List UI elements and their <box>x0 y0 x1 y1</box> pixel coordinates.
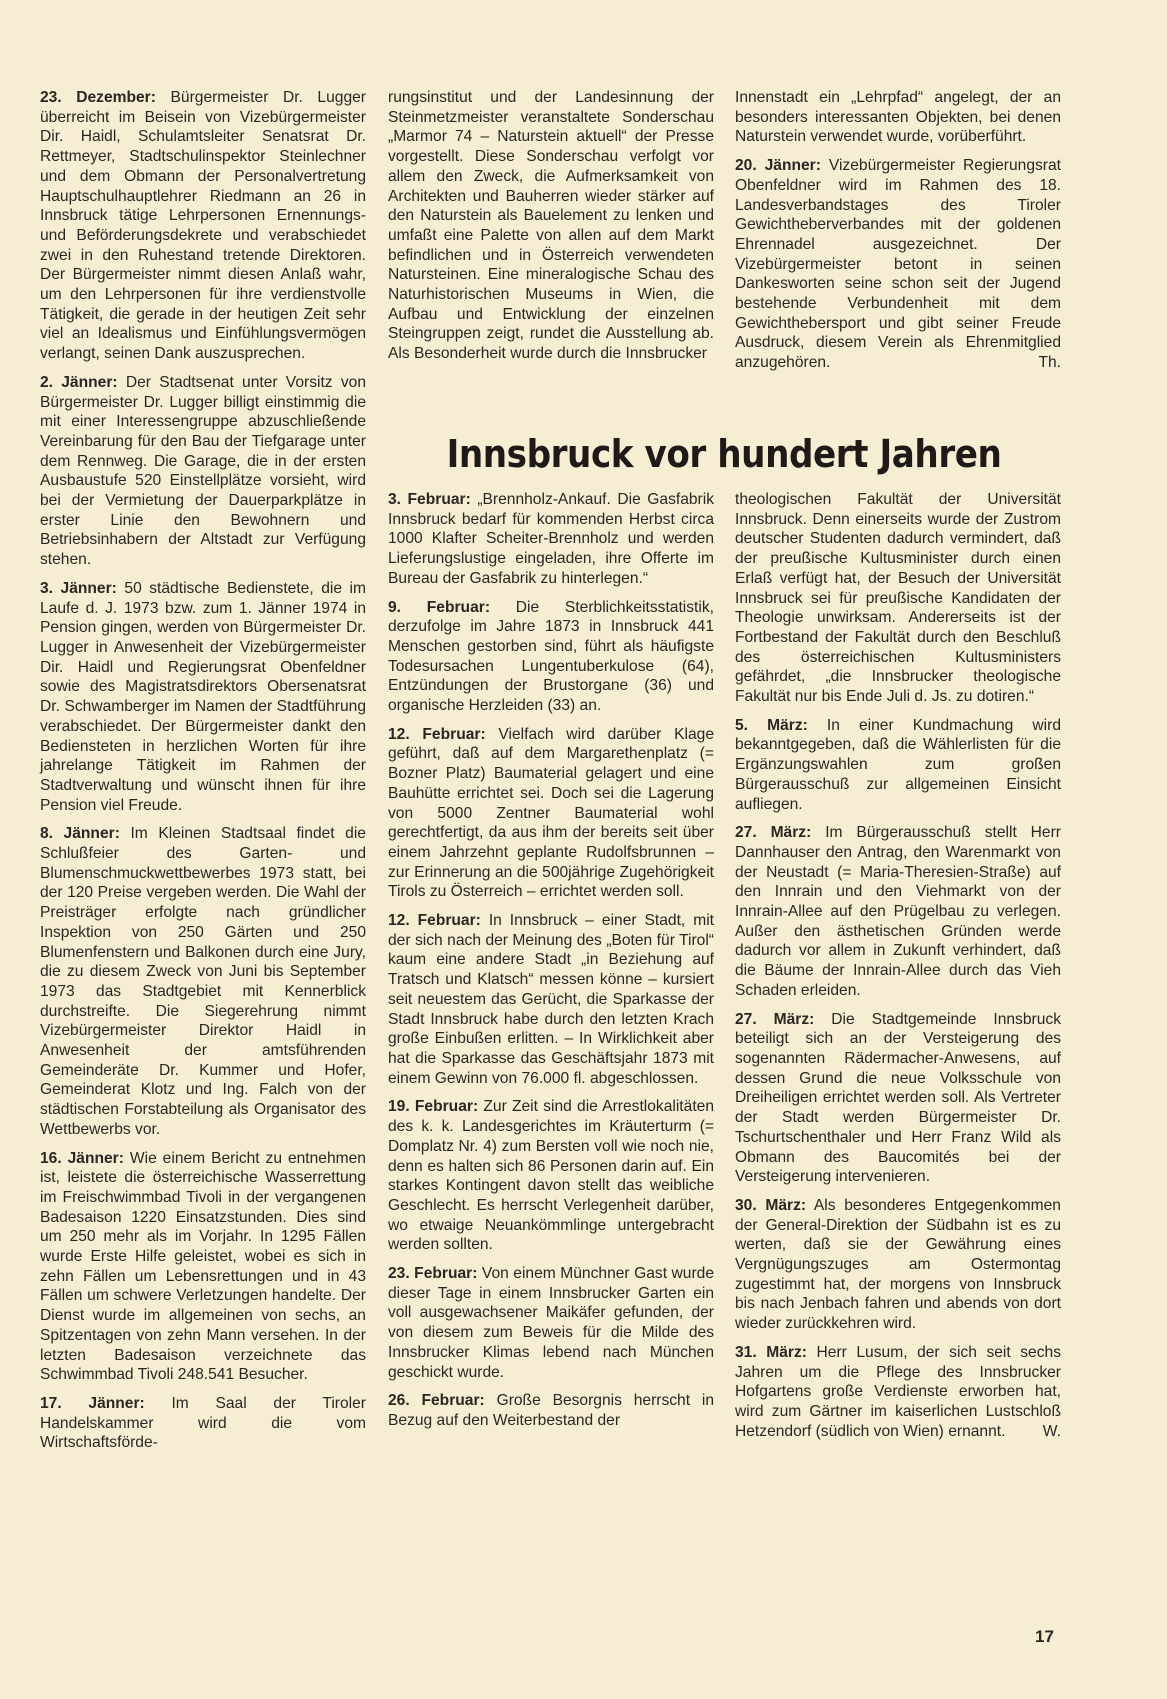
entry-text: In einer Kundmachung wird bekanntgegeben, daß die Wählerlisten für die Ergänzungswahlen zum großen Bürgerausschuß zur allgemeinen Einsicht aufliegen. <box>735 716 1061 813</box>
entry-text: 50 städtische Bedienstete, die im Laufe d. J. 1973 bzw. zum 1. Jänner 1974 in Pension gingen, werden von Bürgermeister Dr. Lugger in Anwesenheit der Vizebürgermeister Dir. Haidl und Regierungsrat Obenfeldner sowie des Magistratsdirektors Obersenatsrat Dr. Schwamberger im Namen der Stadtführung verabschiedet. Der Bürgermeister dankt den Bediensteten in herzlichen Worten für ihre jahrelange Tätigkeit im Rahmen der Stadtverwaltung und wünscht ihnen für ihre Pension viel Freude. <box>40 579 366 814</box>
entry-text: Im Saal der Tiroler Handelskammer wird die vom Wirtschaftsförde- <box>40 1395 366 1452</box>
entry-date: 20. Jänner: <box>735 157 821 175</box>
entry-text: „Brennholz-Ankauf. Die Gasfabrik Innsbruck bedarf für kommenden Herbst circa 1000 Klafter Scheiter-Brennholz und werden Lieferungslustige eingeladen, ihre Offerte im Bureau der Gasfabrik zu hinterlegen.“ <box>388 491 714 587</box>
chronicle-entry <box>388 598 714 716</box>
entry-date: 3. Februar: <box>388 491 471 508</box>
entry-text: theologischen Fakultät der Universität Innsbruck. Denn einerseits wurde der Zustrom deutscher Studenten dadurch vermindert, daß der preußische Kultusminister durch einen Erlaß verfügt hat, der Besuch der Universität Innsbruck sei für preußische Kandidaten der Theologie unwirksam. Andererseits ist der Fortbestand der Fakultät durch den Beschluß des österreichischen Kultusministers gefährdet, „die Innsbrucker theologische Fakultät nur bis Ende Juli d. Js. zu dotiren.“ <box>735 491 1061 706</box>
entry-text: Herr Lusum, der sich seit sechs Jahren um die Pflege des Innsbrucker Hofgartens große Verdienste erworben hat, wird zum Gärtner im kaiserlichen Lustschloß Hetzendorf (südlich von Wien) ernannt. <box>735 1343 1061 1440</box>
chronicle-entry <box>735 88 1061 147</box>
chronicle-entry <box>388 911 714 1088</box>
page-number: 17 <box>1035 1627 1054 1646</box>
entry-date: 19. Februar: <box>388 1098 479 1116</box>
entry-date: 23. Dezember: <box>40 89 156 106</box>
entry-date: 12. Februar: <box>388 912 481 930</box>
chronicle-entry <box>735 490 1061 707</box>
entry-date: 26. Februar: <box>388 1392 485 1410</box>
entry-date: 8. Jänner: <box>40 825 120 843</box>
entry-date: 16. Jänner: <box>40 1149 124 1167</box>
entry-date: 9. Februar: <box>388 598 491 616</box>
column-middle-top <box>388 88 714 373</box>
chronicle-entry <box>735 1196 1061 1334</box>
entry-text: In Innsbruck – einer Stadt, mit der sich nach der Meinung des „Boten für Tirol“ kaum eine andere Stadt „in Beziehung auf Tratsch und Klatsch“ messen könne – kursiert seit neuestem das Gerücht, die Sparkasse der Stadt Innsbruck habe durch den letzten Krach große Einbußen erlitten. – In Wirklichkeit aber hat die Sparkasse das Geschäftsjahr 1873 mit einem Gewinn von 76.000 fl. abgeschlossen. <box>388 912 714 1087</box>
entry-date: 3. Jänner: <box>40 579 117 597</box>
entry-text: Vielfach wird darüber Klage geführt, daß auf dem Margarethenplatz (= Bozner Platz) Baumaterial gelagert und eine Bauhütte errichtet sei. Doch sei die Lagerung von 5000 Zentner Baumaterial wohl gerechtfertigt, da aus ihm der bereits seit über einem Jahrzehnt geplante Rudolfsbrunnen – zur Erinnerung an die 500jährige Zugehörigkeit Tirols zu Österreich – errichtet werden soll. <box>388 725 714 901</box>
entry-text: Im Bürgerausschuß stellt Herr Dannhauser den Antrag, den Warenmarkt von der Neustadt (= Maria-Theresien-Straße) auf den Innrain und den Viehmarkt von der Innrain-Allee auf den Prügelbau zu verlegen. Außer den ästhetischen Gründen werde dadurch vor allem in Zukunft verhindert, daß die Bäume der Innrain-Allee durch das Vieh Schaden erleiden. <box>735 824 1061 999</box>
entry-text: Als besonderes Entgegenkommen der General-Direktion der Südbahn ist es zu werten, daß sie der Gewährung eines Vergnügungszuges am Ostermontag zugestimmt hat, der morgens von Innsbruck bis nach Jenbach fahren und abends von dort wieder zurückkehren wird. <box>735 1196 1061 1333</box>
section-title: Innsbruck vor hundert Jahren <box>446 432 1002 476</box>
entry-text: Die Stadtgemeinde Innsbruck beteiligt sich an der Versteigerung des sogenannten Rädermacher-Anwesens, auf dessen Grund die neue Volksschule von Dreiheiligen errichtet werden soll. Als Vertreter der Stadt werden Bürgermeister Dr. Tschurtschenthaler und Herr Franz Wild als Obmann des Baucomités bei der Versteigerung intervenieren. <box>735 1010 1061 1186</box>
entry-date: 31. März: <box>735 1343 807 1361</box>
chronicle-entry <box>40 579 366 815</box>
chronicle-entry <box>735 716 1061 815</box>
entry-text: Im Kleinen Stadtsaal findet die Schlußfeier des Garten- und Blumenschmuckwettbewerbes 1973 statt, bei der 120 Preise vergeben werden. Die Wahl der Preisträger erfolgte nach gründlicher Inspektion von 250 Gärten und 250 Blumenfenstern und Balkonen durch eine Jury, die zu diesem Zweck von Juni bis September 1973 das Stadtgebiet mit Kennerblick durchstreifte. Die Siegerehrung nimmt Vizebürgermeister Direktor Haidl in Anwesenheit der amtsführenden Gemeinderäte Dr. Kummer und Hofer, Gemeinderat Klotz und Ing. Falch von der städtischen Forstabteilung als Organisator des Wettbewerbs vor. <box>40 825 366 1138</box>
chronicle-entry <box>388 725 714 902</box>
entry-text: Zur Zeit sind die Arrestlokalitäten des k. k. Landesgerichtes im Kräuterturm (= Domplatz Nr. 4) zum Bersten voll wie noch nie, denn es halten sich 86 Personen darin auf. Ein starkes Kontingent davon stellt das weibliche Geschlecht. Es herrscht Verlegenheit darüber, wo etwaige Neuankömmlinge untergebracht werden sollten. <box>388 1098 714 1254</box>
entry-text: Der Stadtsenat unter Vorsitz von Bürgermeister Dr. Lugger billigt einstimmig die mit einer Interessengruppe abzuschließende Vereinbarung für den Bau der Tiefgarage unter dem Rennweg. Die Garage, die in der ersten Ausbaustufe 520 Einstellplätze vorsieht, wird bei der Vermietung der Dauerparkplätze in erster Linie den Bewohnern und Betriebsinhabern der Altstadt zur Verfügung stehen. <box>40 373 366 569</box>
entry-date: 27. März: <box>735 824 812 842</box>
entry-date: 5. März: <box>735 716 808 734</box>
author-initials: Th. <box>1038 354 1061 372</box>
chronicle-entry <box>735 156 1061 373</box>
entry-text: rungsinstitut und der Landesinnung der Steinmetzmeister veranstaltete Sonderschau „Marmor 74 – Naturstein aktuell“ der Presse vorgestellt. Diese Sonderschau verfolgt vor allem den Zweck, die Aufmerksamkeit von Architekten und Bauherren wieder stärker auf den Naturstein als Bauelement zu lenken und umfaßt eine Palette von allen auf dem Markt befindlichen und in Österreich verwendeten Natursteinen. Eine mineralogische Schau des Naturhistorischen Museums in Wien, die Aufbau und Entwicklung der einzelnen Steingruppen zeigt, rundet die Ausstellung ab. Als Besonderheit wurde durch die Innsbrucker <box>388 89 714 363</box>
chronicle-entry <box>735 823 1061 1000</box>
entry-date: 2. Jänner: <box>40 373 118 391</box>
chronicle-entry <box>40 1394 366 1453</box>
entry-text: Von einem Münchner Gast wurde dieser Tage in einem Innsbrucker Garten ein voll ausgewachsener Maikäfer gefunden, der von diesem zum Beweis für die Milde des Innsbrucker Klimas lebend nach München geschickt wurde. <box>388 1265 714 1381</box>
entry-date: 27. März: <box>735 1010 815 1028</box>
chronicle-entry <box>388 1391 714 1430</box>
chronicle-entry <box>735 1010 1061 1187</box>
column-middle-bottom <box>388 490 714 1440</box>
entry-text: Große Besorgnis herrscht in Bezug auf den Weiterbestand der <box>388 1392 714 1429</box>
chronicle-entry <box>40 1149 366 1385</box>
chronicle-entry <box>388 1097 714 1255</box>
entry-text: Innenstadt ein „Lehrpfad“ angelegt, der an besonders interessanten Objekten, bei denen Naturstein verwendet wurde, vorüberführt. <box>735 89 1061 146</box>
entry-text: Die Sterblichkeitsstatistik, derzufolge im Jahre 1873 in Innsbruck 441 Menschen gestorben sind, führt als häufigste Todesursachen Lungentuberkulose (64), Entzündungen der Brustorgane (36) und organische Herzleiden (33) an. <box>388 598 714 715</box>
entry-text: Bürgermeister Dr. Lugger überreicht im Beisein von Vizebürgermeister Dir. Haidl, Schulamtsleiter Senatsrat Dr. Rettmeyer, Stadtschulinspektor Steinlechner und dem Obmann der Personalvertretung Hauptschulhauptlehrer Riedmann an 26 in Innsbruck tätige Lehrpersonen Ernennungs- und Beförderungsdekrete und verabschiedet zwei in den Ruhestand tretende Direktoren. Der Bürgermeister nimmt diesen Anlaß wahr, um den Lehrpersonen für ihre verdienstvolle Tätigkeit, die gerade in der heutigen Zeit sehr viel an Idealismus und Einfühlungsvermögen verlangt, seinen Dank auszusprechen. <box>40 89 366 363</box>
chronicle-entry <box>40 824 366 1139</box>
chronicle-entry <box>40 88 366 364</box>
chronicle-entry <box>388 490 714 589</box>
chronicle-entry <box>40 373 366 570</box>
column-right-bottom <box>735 490 1061 1450</box>
entry-text: Wie einem Bericht zu entnehmen ist, leistete die österreichische Wasserrettung im Freischwimmbad Tivoli in der vergangenen Badesaison 1220 Einsatzstunden. Dies sind um 250 mehr als im Vorjahr. In 1295 Fällen wurde Erste Hilfe geleistet, wobei es sich in zehn Fällen um Lebensrettungen und in 43 Fällen um schwere Verletzungen handelte. Der Dienst wurde im allgemeinen von sechs, an Spitzentagen von zehn Mann versehen. In der letzten Badesaison verzeichnete das Schwimmbad Tivoli 248.541 Besucher. <box>40 1149 366 1384</box>
chronicle-entry <box>388 88 714 364</box>
entry-date: 30. März: <box>735 1196 807 1214</box>
entry-date: 23. Februar: <box>388 1265 478 1283</box>
entry-date: 17. Jänner: <box>40 1395 145 1412</box>
author-initials: W. <box>1042 1422 1061 1440</box>
column-left <box>40 88 366 1462</box>
entry-date: 12. Februar: <box>388 725 486 743</box>
chronicle-entry <box>735 1343 1061 1442</box>
chronicle-entry <box>388 1264 714 1382</box>
entry-text: Vizebürgermeister Regierungsrat Obenfeldner wird im Rahmen des 18. Landesverbandstages des Tiroler Gewichtheberverbandes mit der goldenen Ehrennadel ausgezeichnet. Der Vizebürgermeister betont in seinen Dankesworten seine schon seit der Jugend bestehende Verbundenheit mit dem Gewichthebersport und gibt seiner Freude Ausdruck, diesem Verein als Ehrenmitglied anzugehören. <box>735 157 1061 372</box>
column-right-top <box>735 88 1061 382</box>
